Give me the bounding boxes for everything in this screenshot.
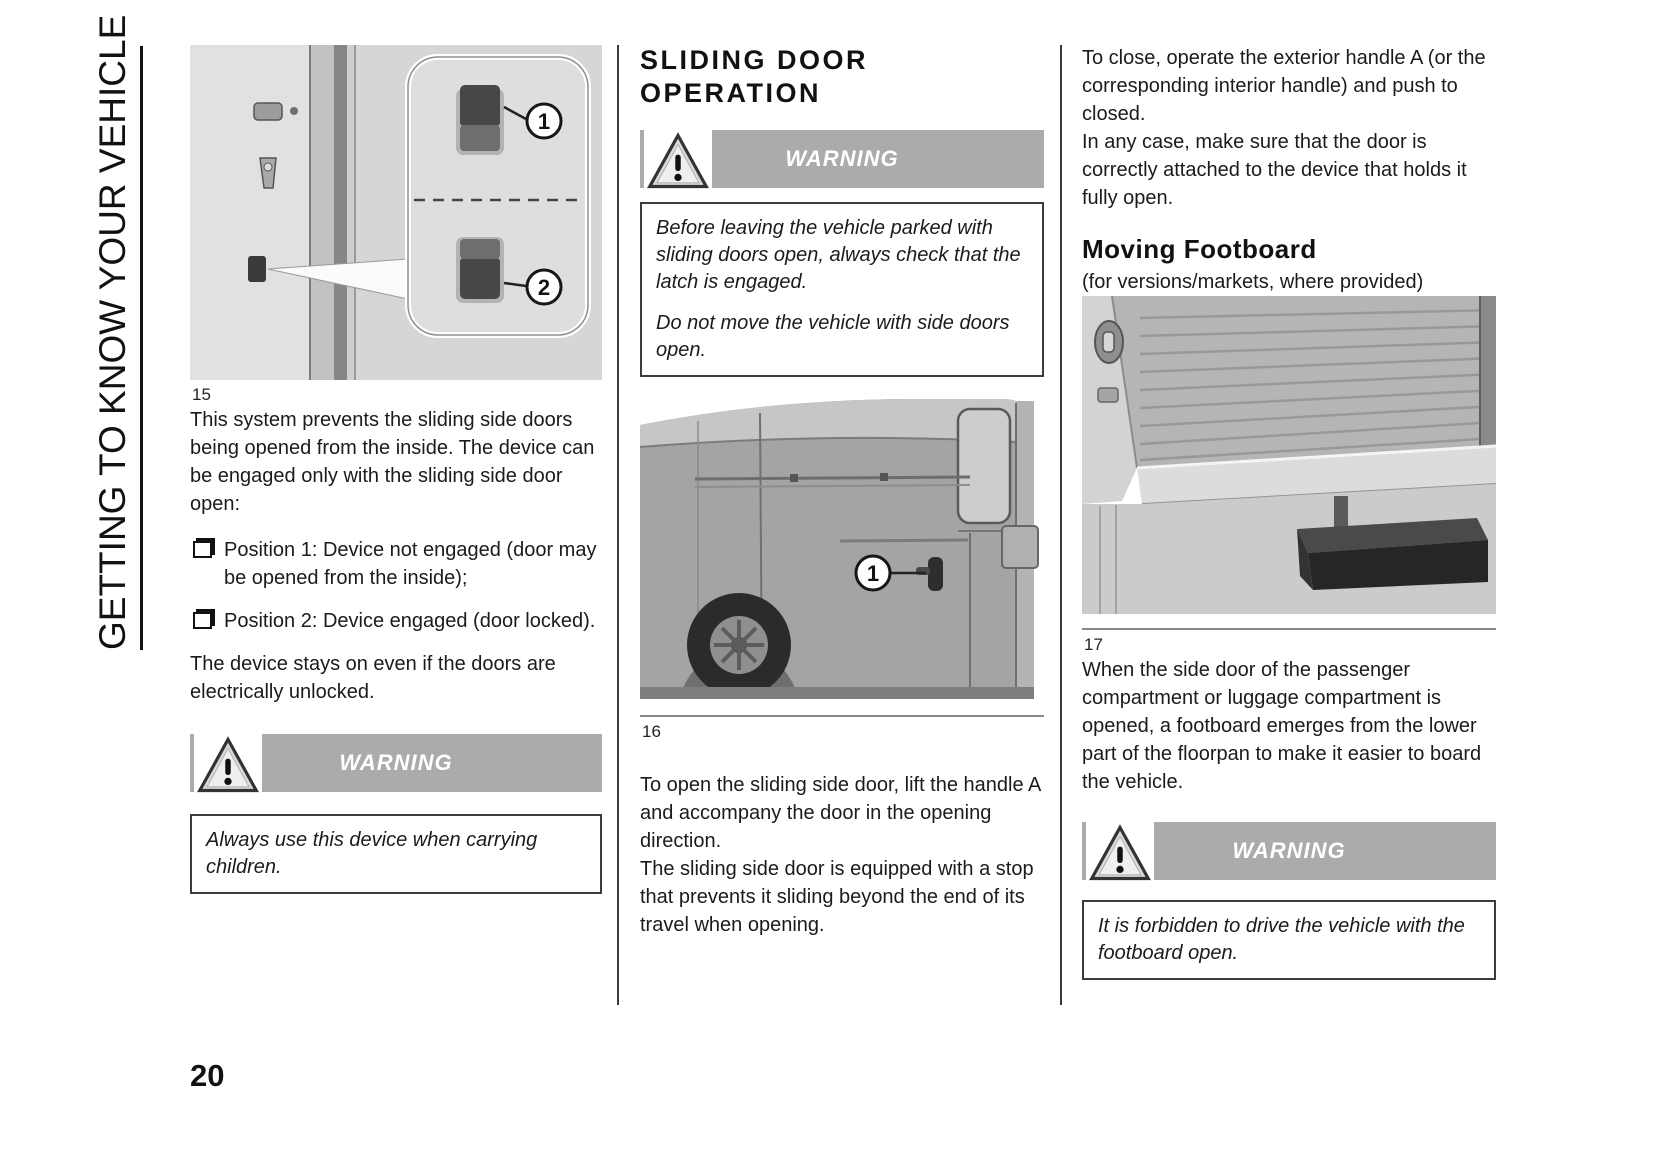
figure-17-caption: 17	[1084, 635, 1103, 654]
column-right	[1082, 44, 1496, 980]
warning-banner	[190, 734, 602, 792]
note-box	[1082, 900, 1496, 980]
note-text: Always use this device when carrying children.	[206, 829, 538, 878]
figure-16	[640, 391, 1044, 743]
body-paragraph: In any case, make sure that the door is correctly attached to the device that holds it fully open.	[1082, 131, 1467, 209]
body-paragraph: To open the sliding side door, lift the handle A and accompany the door in the opening direction.	[640, 774, 1041, 852]
column-divider	[1060, 45, 1062, 1005]
column-divider	[617, 45, 619, 1005]
middle-body	[640, 771, 1044, 939]
callout-2-label: 2	[537, 275, 551, 300]
warning-label: WARNING	[785, 146, 899, 171]
warning-label: WARNING	[339, 750, 453, 775]
note-box	[190, 814, 602, 894]
figure-rule	[640, 715, 1044, 717]
body-paragraph: To close, operate the exterior handle A (or the corresponding interior handle) and push to closed.	[1082, 47, 1486, 125]
chapter-title-vertical: GETTING TO KNOW YOUR VEHICLE	[90, 46, 143, 650]
left-outro-paragraph: The device stays on even if the doors are electrically unlocked.	[190, 653, 556, 703]
column-middle	[640, 44, 1044, 939]
checkbox-bullet-icon	[190, 536, 224, 592]
page-number: 20	[190, 1058, 225, 1093]
warning-label: WARNING	[1232, 838, 1346, 863]
body-paragraph: The sliding side door is equipped with a stop that prevents it sliding beyond the end of its travel when opening.	[640, 858, 1034, 936]
callout-2	[527, 270, 561, 304]
warning-triangle-icon	[1086, 817, 1154, 883]
figure-15-caption: 15	[192, 385, 211, 404]
left-intro-paragraph: This system prevents the sliding side doors being opened from the inside. The device can be engaged only with the sliding side door open:	[190, 409, 595, 515]
callout-1-label: 1	[866, 561, 880, 586]
list-item	[190, 536, 602, 592]
warning-triangle-icon	[644, 125, 712, 191]
callout-1	[527, 104, 561, 138]
door-lock-figure	[190, 45, 602, 380]
warning-triangle-icon	[194, 729, 262, 795]
column-left	[190, 45, 602, 894]
list-item	[190, 607, 602, 635]
warning-banner	[1082, 822, 1496, 880]
callout-1-label: 1	[537, 109, 551, 134]
bullet-text: Position 1: Device not engaged (door may be opened from the inside);	[224, 539, 597, 589]
note-text: Before leaving the vehicle parked with sliding doors open, always check that the latch is engaged.	[656, 217, 1021, 293]
callout-1	[856, 556, 890, 590]
body-paragraph: When the side door of the passenger compartment or luggage compartment is opened, a footboard emerges from the lower part of the floorpan to make it easier to board the vehicle.	[1082, 659, 1482, 793]
figure-17	[1082, 296, 1496, 656]
figure-16-caption: 16	[642, 722, 661, 741]
figure-15	[190, 45, 602, 406]
note-text: Do not move the vehicle with side doors open.	[656, 312, 1010, 361]
figure-rule	[1082, 628, 1496, 630]
provision-note: (for versions/markets, where provided)	[1082, 271, 1424, 293]
section-heading: SLIDING DOOR OPERATION	[640, 45, 869, 108]
warning-banner	[640, 130, 1044, 188]
bullet-text: Position 2: Device engaged (door locked).	[224, 610, 596, 632]
van-side-figure	[640, 391, 1042, 713]
checkbox-bullet-icon	[190, 607, 224, 635]
note-box	[640, 202, 1044, 377]
note-text: It is forbidden to drive the vehicle with the footboard open.	[1098, 915, 1465, 964]
section-heading: Moving Footboard	[1082, 234, 1317, 264]
footboard-figure	[1082, 296, 1496, 626]
